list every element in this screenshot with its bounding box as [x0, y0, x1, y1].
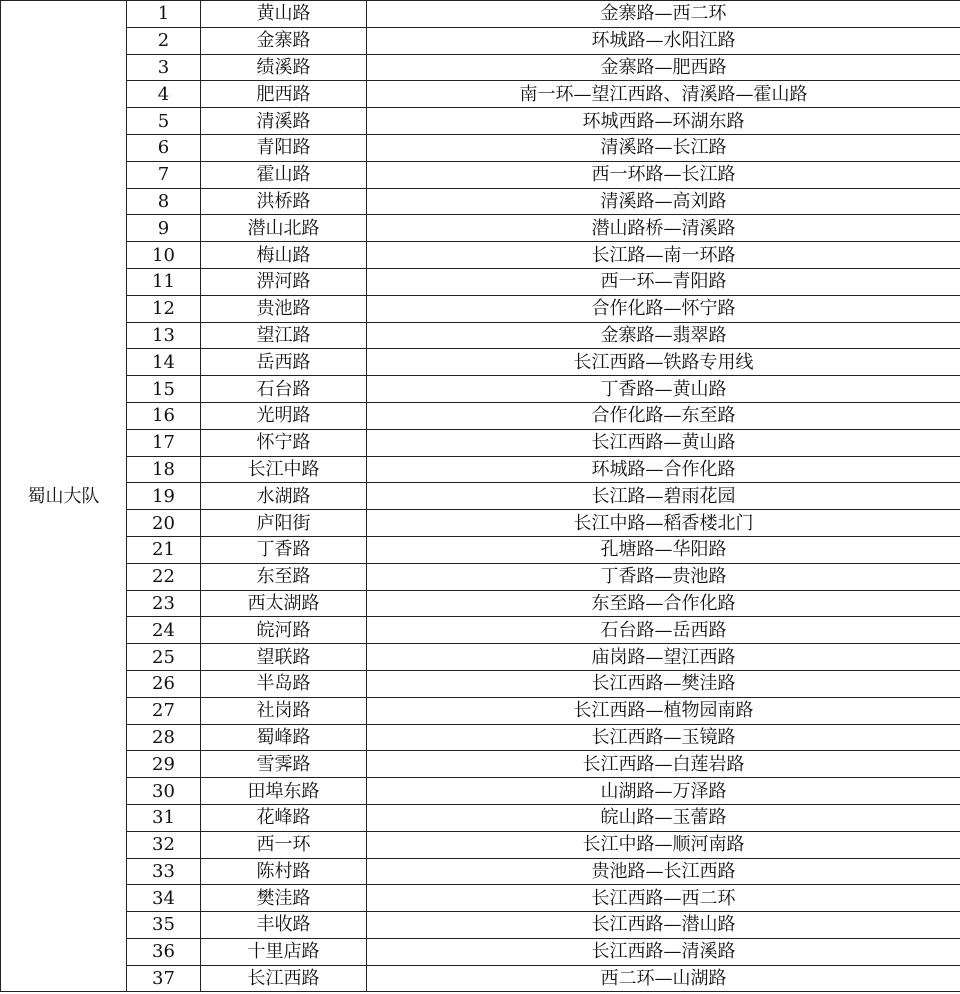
- road-name-cell: 丁香路: [201, 536, 367, 563]
- road-section-cell: 长江西路—黄山路: [367, 429, 960, 456]
- row-number-cell: 35: [127, 912, 201, 939]
- road-section-cell: 长江西路—清溪路: [367, 938, 960, 965]
- row-number-cell: 1: [127, 1, 201, 28]
- road-section-cell: 丁香路—黄山路: [367, 376, 960, 403]
- road-name-cell: 社岗路: [201, 697, 367, 724]
- road-section-cell: 孔塘路—华阳路: [367, 536, 960, 563]
- road-section-cell: 长江西路—白莲岩路: [367, 751, 960, 778]
- road-name-cell: 田埠东路: [201, 778, 367, 805]
- road-section-cell: 东至路—合作化路: [367, 590, 960, 617]
- road-name-cell: 清溪路: [201, 108, 367, 135]
- row-number-cell: 19: [127, 483, 201, 510]
- road-section-cell: 皖山路—玉蕾路: [367, 804, 960, 831]
- road-section-cell: 长江西路—潜山路: [367, 912, 960, 939]
- road-section-cell: 长江中路—顺河南路: [367, 831, 960, 858]
- row-number-cell: 18: [127, 456, 201, 483]
- row-number-cell: 29: [127, 751, 201, 778]
- road-name-cell: 黄山路: [201, 1, 367, 28]
- road-section-cell: 丁香路—贵池路: [367, 563, 960, 590]
- table-row: [1, 938, 960, 965]
- row-number-cell: 31: [127, 804, 201, 831]
- table-row: [1, 697, 960, 724]
- road-section-cell: 长江西路—植物园南路: [367, 697, 960, 724]
- road-name-cell: 霍山路: [201, 161, 367, 188]
- road-name-cell: 光明路: [201, 402, 367, 429]
- road-name-cell: 樊洼路: [201, 885, 367, 912]
- road-section-cell: 南一环—望江西路、清溪路—霍山路: [367, 81, 960, 108]
- road-section-cell: 清溪路—高刘路: [367, 188, 960, 215]
- road-section-cell: 金寨路—西二环: [367, 1, 960, 28]
- road-name-cell: 长江中路: [201, 456, 367, 483]
- row-number-cell: 20: [127, 510, 201, 537]
- table-row: [1, 724, 960, 751]
- road-name-cell: 贵池路: [201, 295, 367, 322]
- road-name-cell: 肥西路: [201, 81, 367, 108]
- row-number-cell: 15: [127, 376, 201, 403]
- road-section-cell: 石台路—岳西路: [367, 617, 960, 644]
- table-row: [1, 322, 960, 349]
- road-name-cell: 淠河路: [201, 268, 367, 295]
- table-row: [1, 885, 960, 912]
- road-name-cell: 梅山路: [201, 242, 367, 269]
- row-number-cell: 3: [127, 54, 201, 81]
- road-name-cell: 蜀峰路: [201, 724, 367, 751]
- table-row: [1, 81, 960, 108]
- road-section-cell: 金寨路—肥西路: [367, 54, 960, 81]
- row-number-cell: 34: [127, 885, 201, 912]
- road-name-cell: 岳西路: [201, 349, 367, 376]
- table-row: [1, 563, 960, 590]
- road-name-cell: 怀宁路: [201, 429, 367, 456]
- road-name-cell: 西一环: [201, 831, 367, 858]
- road-section-cell: 西一环路—长江路: [367, 161, 960, 188]
- table-row: [1, 54, 960, 81]
- road-section-cell: 长江路—碧雨花园: [367, 483, 960, 510]
- row-number-cell: 16: [127, 402, 201, 429]
- table-row: [1, 27, 960, 54]
- road-section-cell: 长江中路—稻香楼北门: [367, 510, 960, 537]
- road-name-cell: 陈村路: [201, 858, 367, 885]
- road-section-cell: 清溪路—长江路: [367, 134, 960, 161]
- table-row: [1, 188, 960, 215]
- table-row: [1, 536, 960, 563]
- row-number-cell: 5: [127, 108, 201, 135]
- table-row: [1, 429, 960, 456]
- group-label-cell: 蜀山大队: [1, 1, 127, 992]
- row-number-cell: 6: [127, 134, 201, 161]
- table-row: [1, 349, 960, 376]
- road-name-cell: 东至路: [201, 563, 367, 590]
- row-number-cell: 8: [127, 188, 201, 215]
- row-number-cell: 26: [127, 670, 201, 697]
- table-row: [1, 912, 960, 939]
- road-section-cell: 长江西路—铁路专用线: [367, 349, 960, 376]
- table-row: [1, 617, 960, 644]
- row-number-cell: 30: [127, 778, 201, 805]
- road-name-cell: 长江西路: [201, 965, 367, 992]
- road-section-cell: 长江西路—西二环: [367, 885, 960, 912]
- road-name-cell: 望联路: [201, 644, 367, 671]
- row-number-cell: 12: [127, 295, 201, 322]
- table-row: [1, 295, 960, 322]
- road-name-cell: 皖河路: [201, 617, 367, 644]
- table-row: [1, 376, 960, 403]
- row-number-cell: 13: [127, 322, 201, 349]
- row-number-cell: 33: [127, 858, 201, 885]
- road-name-cell: 潜山北路: [201, 215, 367, 242]
- road-name-cell: 绩溪路: [201, 54, 367, 81]
- row-number-cell: 22: [127, 563, 201, 590]
- road-section-cell: 潜山路桥—清溪路: [367, 215, 960, 242]
- row-number-cell: 14: [127, 349, 201, 376]
- table-row: [1, 108, 960, 135]
- table-row: [1, 965, 960, 992]
- road-name-cell: 西太湖路: [201, 590, 367, 617]
- table-row: [1, 510, 960, 537]
- road-section-cell: 长江路—南一环路: [367, 242, 960, 269]
- table-row: [1, 456, 960, 483]
- table-row: [1, 831, 960, 858]
- table-row: [1, 670, 960, 697]
- row-number-cell: 9: [127, 215, 201, 242]
- road-section-cell: 环城西路—环湖东路: [367, 108, 960, 135]
- table-row: [1, 161, 960, 188]
- road-section-cell: 西二环—山湖路: [367, 965, 960, 992]
- row-number-cell: 32: [127, 831, 201, 858]
- road-section-cell: 西一环—青阳路: [367, 268, 960, 295]
- table-row: [1, 268, 960, 295]
- road-name-cell: 丰收路: [201, 912, 367, 939]
- row-number-cell: 24: [127, 617, 201, 644]
- road-name-cell: 水湖路: [201, 483, 367, 510]
- row-number-cell: 2: [127, 27, 201, 54]
- row-number-cell: 11: [127, 268, 201, 295]
- row-number-cell: 27: [127, 697, 201, 724]
- road-name-cell: 金寨路: [201, 27, 367, 54]
- row-number-cell: 21: [127, 536, 201, 563]
- road-name-cell: 洪桥路: [201, 188, 367, 215]
- table-row: [1, 215, 960, 242]
- row-number-cell: 25: [127, 644, 201, 671]
- row-number-cell: 23: [127, 590, 201, 617]
- road-section-cell: 长江西路—玉镜路: [367, 724, 960, 751]
- road-section-cell: 合作化路—怀宁路: [367, 295, 960, 322]
- road-section-cell: 环城路—水阳江路: [367, 27, 960, 54]
- table-row: [1, 751, 960, 778]
- road-section-cell: 贵池路—长江西路: [367, 858, 960, 885]
- table-row: [1, 644, 960, 671]
- road-section-cell: 庙岗路—望江西路: [367, 644, 960, 671]
- table-row: [1, 778, 960, 805]
- road-name-cell: 石台路: [201, 376, 367, 403]
- road-name-cell: 半岛路: [201, 670, 367, 697]
- row-number-cell: 17: [127, 429, 201, 456]
- row-number-cell: 36: [127, 938, 201, 965]
- table-row: [1, 134, 960, 161]
- table-row: [1, 804, 960, 831]
- road-name-cell: 雪霁路: [201, 751, 367, 778]
- road-section-cell: 合作化路—东至路: [367, 402, 960, 429]
- road-section-cell: 金寨路—翡翠路: [367, 322, 960, 349]
- road-section-cell: 环城路—合作化路: [367, 456, 960, 483]
- table-row: [1, 242, 960, 269]
- table-row: [1, 590, 960, 617]
- row-number-cell: 10: [127, 242, 201, 269]
- road-name-cell: 庐阳街: [201, 510, 367, 537]
- road-name-cell: 望江路: [201, 322, 367, 349]
- table-row: [1, 1, 960, 28]
- row-number-cell: 37: [127, 965, 201, 992]
- road-table-body: [1, 1, 960, 992]
- table-row: [1, 858, 960, 885]
- road-name-cell: 花峰路: [201, 804, 367, 831]
- road-name-cell: 十里店路: [201, 938, 367, 965]
- road-section-cell: 长江西路—樊洼路: [367, 670, 960, 697]
- road-section-cell: 山湖路—万泽路: [367, 778, 960, 805]
- table-row: [1, 402, 960, 429]
- table-row: [1, 483, 960, 510]
- row-number-cell: 4: [127, 81, 201, 108]
- row-number-cell: 28: [127, 724, 201, 751]
- road-name-cell: 青阳路: [201, 134, 367, 161]
- row-number-cell: 7: [127, 161, 201, 188]
